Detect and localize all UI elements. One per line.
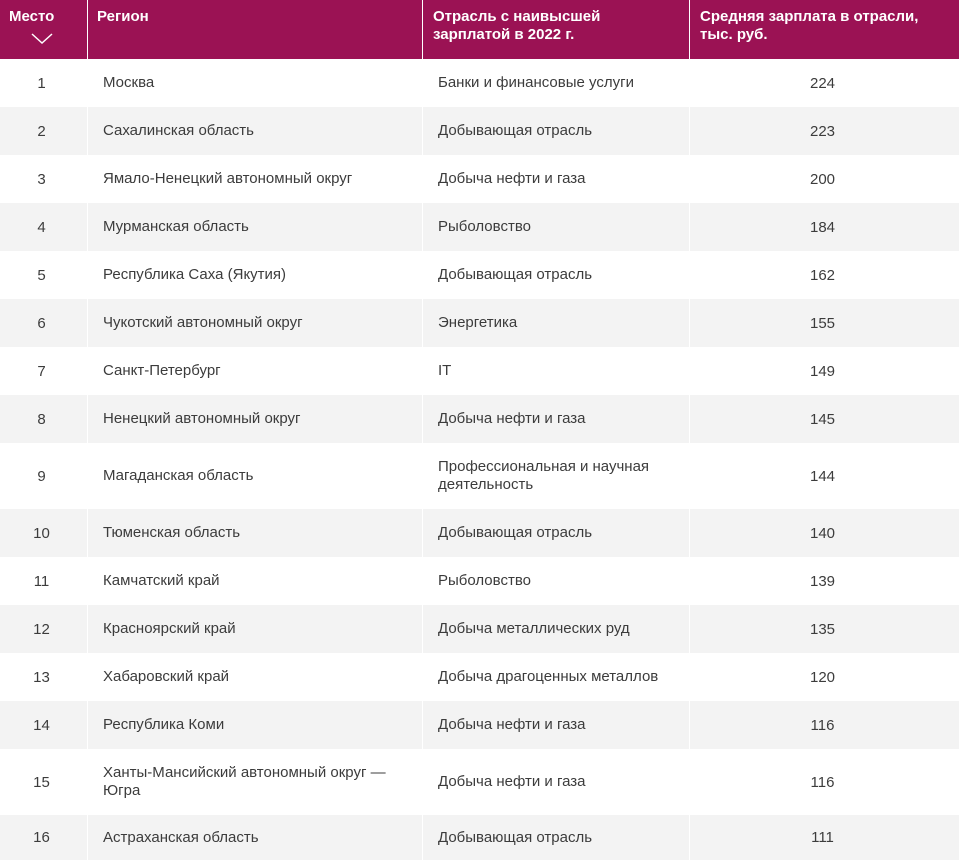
- table-row: [0, 347, 959, 395]
- column-header-industry-label: Отрасль с наивысшей зарплатой в 2022 г.: [433, 8, 601, 43]
- cell-industry: IT: [423, 347, 690, 395]
- table-row: [0, 107, 959, 155]
- cell-industry: Добыча нефти и газа: [423, 701, 690, 749]
- cell-place: 13: [0, 653, 88, 701]
- column-header-industry[interactable]: [423, 0, 690, 59]
- cell-region: Красноярский край: [88, 605, 423, 653]
- cell-place: 6: [0, 299, 88, 347]
- table-row: [0, 749, 959, 815]
- cell-place: 3: [0, 155, 88, 203]
- column-header-region[interactable]: [88, 0, 423, 59]
- table-row: [0, 155, 959, 203]
- cell-industry: Добыча драгоценных металлов: [423, 653, 690, 701]
- cell-industry: Энергетика: [423, 299, 690, 347]
- cell-salary: 224: [809, 74, 836, 92]
- cell-place: 4: [0, 203, 88, 251]
- cell-industry: Добывающая отрасль: [423, 509, 690, 557]
- cell-industry: Добывающая отрасль: [423, 251, 690, 299]
- cell-place: 1: [0, 59, 88, 107]
- cell-region: Магаданская область: [88, 443, 423, 509]
- cell-salary: 149: [809, 362, 836, 380]
- column-header-place[interactable]: [0, 0, 88, 59]
- cell-industry: Рыболовство: [423, 203, 690, 251]
- cell-region: Республика Коми: [88, 701, 423, 749]
- cell-region: Москва: [88, 59, 423, 107]
- cell-industry: Банки и финансовые услуги: [423, 59, 690, 107]
- table-row: [0, 509, 959, 557]
- column-header-place-label: Место: [9, 8, 55, 25]
- cell-place: 16: [0, 815, 88, 860]
- table-row: [0, 701, 959, 749]
- cell-salary: 116: [810, 716, 835, 734]
- cell-salary: 155: [809, 314, 836, 332]
- cell-industry: Добыча нефти и газа: [423, 749, 690, 815]
- cell-industry: Добыча нефти и газа: [423, 155, 690, 203]
- table-row: [0, 203, 959, 251]
- cell-region: Санкт-Петербург: [88, 347, 423, 395]
- table-row: [0, 653, 959, 701]
- cell-place: 9: [0, 443, 88, 509]
- cell-region: Хабаровский край: [88, 653, 423, 701]
- cell-salary: 139: [809, 572, 836, 590]
- cell-salary: 140: [809, 524, 836, 542]
- cell-region: Ханты-Мансийский автономный округ — Югра: [88, 749, 423, 815]
- cell-region: Камчатский край: [88, 557, 423, 605]
- cell-industry: Добывающая отрасль: [423, 815, 690, 860]
- table-header: [0, 0, 959, 59]
- table-row: [0, 251, 959, 299]
- cell-salary: 162: [809, 266, 836, 284]
- cell-industry: Добыча нефти и газа: [423, 395, 690, 443]
- cell-salary: 200: [809, 170, 836, 188]
- cell-industry: Добыча металлических руд: [423, 605, 690, 653]
- cell-region: Ненецкий автономный округ: [88, 395, 423, 443]
- cell-salary: 116: [810, 773, 835, 791]
- cell-salary: 144: [809, 467, 836, 485]
- table-row: [0, 557, 959, 605]
- column-header-salary-label: Средняя зарплата в отрасли, тыс. руб.: [700, 8, 919, 43]
- table-row: [0, 395, 959, 443]
- table-row: [0, 59, 959, 107]
- cell-region: Республика Саха (Якутия): [88, 251, 423, 299]
- table-row: [0, 443, 959, 509]
- cell-industry: Профессиональная и научная деятельность: [423, 443, 690, 509]
- cell-salary: 135: [809, 620, 836, 638]
- column-header-region-label: Регион: [97, 8, 149, 25]
- cell-place: 15: [0, 749, 88, 815]
- cell-place: 2: [0, 107, 88, 155]
- cell-region: Ямало-Ненецкий автономный округ: [88, 155, 423, 203]
- cell-salary: 111: [811, 829, 834, 846]
- cell-industry: Рыболовство: [423, 557, 690, 605]
- cell-salary: 223: [809, 122, 836, 140]
- cell-region: Тюменская область: [88, 509, 423, 557]
- cell-place: 7: [0, 347, 88, 395]
- cell-place: 11: [0, 557, 88, 605]
- cell-place: 10: [0, 509, 88, 557]
- cell-place: 12: [0, 605, 88, 653]
- table-row: [0, 815, 959, 860]
- cell-salary: 184: [809, 218, 836, 236]
- cell-region: Астраханская область: [88, 815, 423, 860]
- table-row: [0, 299, 959, 347]
- cell-place: 14: [0, 701, 88, 749]
- cell-place: 5: [0, 251, 88, 299]
- table-body: [0, 59, 959, 860]
- table-row: [0, 605, 959, 653]
- cell-industry: Добывающая отрасль: [423, 107, 690, 155]
- column-header-salary[interactable]: [690, 0, 959, 59]
- cell-salary: 145: [809, 410, 836, 428]
- cell-place: 8: [0, 395, 88, 443]
- cell-salary: 120: [809, 668, 836, 686]
- chevron-down-icon[interactable]: [31, 33, 53, 45]
- cell-region: Чукотский автономный округ: [88, 299, 423, 347]
- cell-region: Мурманская область: [88, 203, 423, 251]
- cell-region: Сахалинская область: [88, 107, 423, 155]
